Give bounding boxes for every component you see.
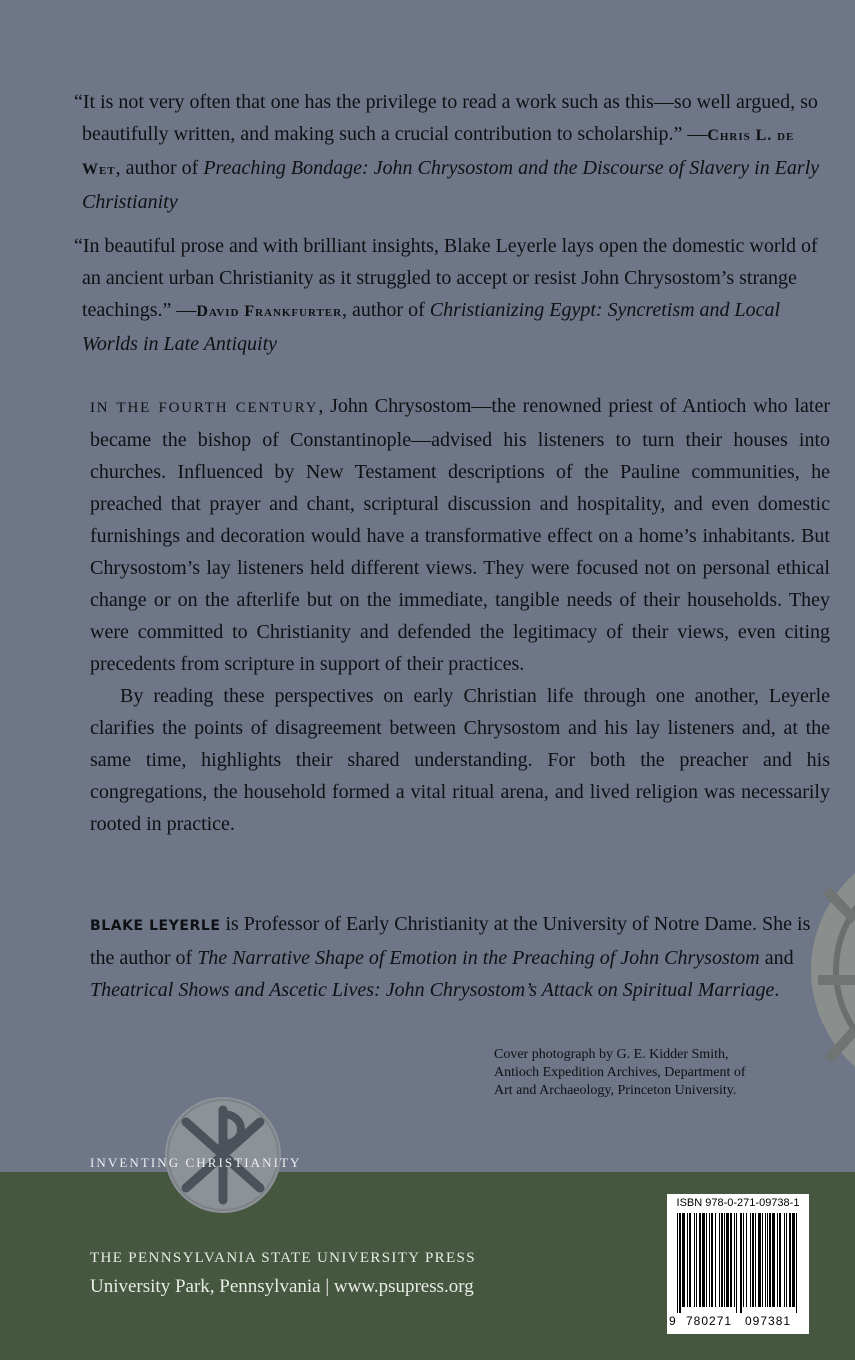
stone-medallion-fragment-icon — [806, 830, 855, 1110]
blurb-1-author-of: , author of — [115, 157, 204, 179]
barcode-stripe — [702, 1213, 705, 1307]
barcode-stripe — [746, 1213, 747, 1307]
barcode-stripe — [767, 1213, 768, 1307]
barcode-stripe — [786, 1213, 787, 1307]
barcode-stripe — [724, 1213, 725, 1307]
barcode-stripe — [682, 1213, 685, 1307]
bio-text-1: is Professor of Early Christianity at the University of Notre Dame. She is the author of — [90, 913, 811, 969]
bio-text-2: and — [759, 947, 794, 969]
description-p1-text: , John Chrysostom—the renowned priest of Antioch who later became the bishop of Constantinople—advised his listeners to turn their houses into churches. Influenced by New Testament descriptions of the Pauline communities, he preached that prayer and chant, scriptural discussion and hospitality, and even domestic furnishings and decoration would have a transformative effect on a home’s inhabitants. But Chrysostom’s lay listeners held different views. They were focused not on personal ethical change or on the afterlife but on the immediate, tangible needs of their households. They were committed to Christianity and defended the legitimacy of their views, even citing precedents from scripture in support of their practices. — [90, 395, 830, 675]
barcode-stripe — [679, 1213, 681, 1313]
barcode-stripe — [699, 1213, 701, 1307]
barcode-stripe — [769, 1213, 771, 1307]
credit-line-1: Cover photograph by G. E. Kidder Smith, — [494, 1047, 729, 1062]
barcode-stripe — [796, 1213, 797, 1313]
blurb-1 — [74, 86, 830, 218]
blurb-1-book-title: Preaching Bondage: John Chrysostom and the Discourse of Slavery in Early Christianity — [82, 157, 820, 213]
blurb-2 — [74, 230, 830, 360]
barcode-stripe — [689, 1213, 691, 1307]
barcode-stripe — [758, 1213, 761, 1307]
isbn-label: ISBN 978-0-271-09738-1 — [676, 1197, 800, 1209]
barcode-stripe — [715, 1213, 716, 1307]
publisher-location: University Park, Pennsylvania | www.psupress.org — [90, 1276, 474, 1297]
blurb-1-author: Chris L. de Wet — [82, 127, 795, 178]
barcode-stripe — [694, 1213, 695, 1307]
bio-book-2: Theatrical Shows and Ascetic Lives: John Chrysostom’s Attack on Spiritual Marriage — [90, 979, 775, 1001]
bio-book-1: The Narrative Shape of Emotion in the Preaching of John Chrysostom — [197, 947, 760, 969]
barcode-stripe — [687, 1213, 688, 1307]
barcode-stripe — [762, 1213, 763, 1307]
barcode-stripe — [777, 1213, 778, 1307]
description-paragraph-2: By reading these perspectives on early Christian life through one another, Leyerle clarifies the points of disagreement between Chrysostom and his lay listeners and, at the same time, highlights their shared understanding. For both the preacher and his congregations, the household formed a vital ritual arena, and lived religion was necessarily rooted in practice. — [90, 685, 830, 835]
barcode-stripe — [750, 1213, 751, 1307]
barcode-stripe — [677, 1213, 678, 1313]
description-lead: IN THE FOURTH CENTURY — [90, 400, 319, 416]
barcode-stripe — [696, 1213, 697, 1307]
barcode-stripe — [736, 1213, 737, 1313]
credit-line-2: Antioch Expedition Archives, Department of — [494, 1065, 746, 1080]
blurb-2-text: “In beautiful prose and with brilliant insights, Blake Leyerle lays open the domestic world of an ancient urban Christianity as it struggled to accept or resist John Chrysostom’s strange teachings.” — — [74, 235, 818, 321]
book-description — [90, 390, 830, 840]
barcode-stripe — [734, 1213, 735, 1307]
cover-photo-credit — [494, 1046, 824, 1100]
barcode-stripe — [792, 1213, 795, 1307]
publisher-name: THE PENNSYLVANIA STATE UNIVERSITY PRESS — [90, 1250, 476, 1266]
barcode-stripe — [740, 1213, 742, 1313]
bio-text-3: . — [774, 979, 780, 1001]
blurb-2-author-of: , author of — [341, 299, 430, 321]
barcode-digits-left: 780271 — [686, 1314, 733, 1328]
blurb-2-author: David Frankfurter — [196, 303, 342, 320]
barcode-digit-first: 9 — [669, 1314, 676, 1328]
description-paragraph-1 — [90, 390, 830, 680]
barcode-stripe — [721, 1213, 723, 1307]
series-title: INVENTING CHRISTIANITY — [90, 1155, 302, 1170]
barcode-stripe — [719, 1213, 720, 1307]
barcode-stripe — [755, 1213, 756, 1307]
barcode-stripe — [765, 1213, 766, 1307]
barcode-bars-icon — [675, 1213, 801, 1313]
barcode-stripe — [772, 1213, 775, 1307]
barcode-stripe — [730, 1213, 732, 1307]
barcode-stripe — [743, 1213, 744, 1307]
credit-line-3: Art and Archaeology, Princeton University. — [494, 1083, 737, 1098]
barcode-stripe — [706, 1213, 707, 1307]
isbn-barcode — [667, 1194, 809, 1334]
barcode-digits-right: 097381 — [745, 1314, 792, 1328]
barcode-stripe — [709, 1213, 710, 1307]
barcode-stripe — [752, 1213, 754, 1307]
barcode-stripe — [711, 1213, 713, 1307]
blurb-2-book-title: Christianizing Egypt: Syncretism and Local Worlds in Late Antiquity — [82, 299, 781, 355]
author-bio — [90, 908, 830, 1006]
barcode-stripe — [789, 1213, 791, 1307]
barcode-stripe — [726, 1213, 729, 1307]
barcode-stripe — [784, 1213, 785, 1307]
blurb-1-text: “It is not very often that one has the privilege to read a work such as this—so well argued, so beautifully written, and making such a crucial contribution to scholarship.” — — [74, 91, 818, 145]
barcode-stripe — [779, 1213, 781, 1307]
bio-author-name: BLAKE LEYERLE — [90, 918, 221, 934]
